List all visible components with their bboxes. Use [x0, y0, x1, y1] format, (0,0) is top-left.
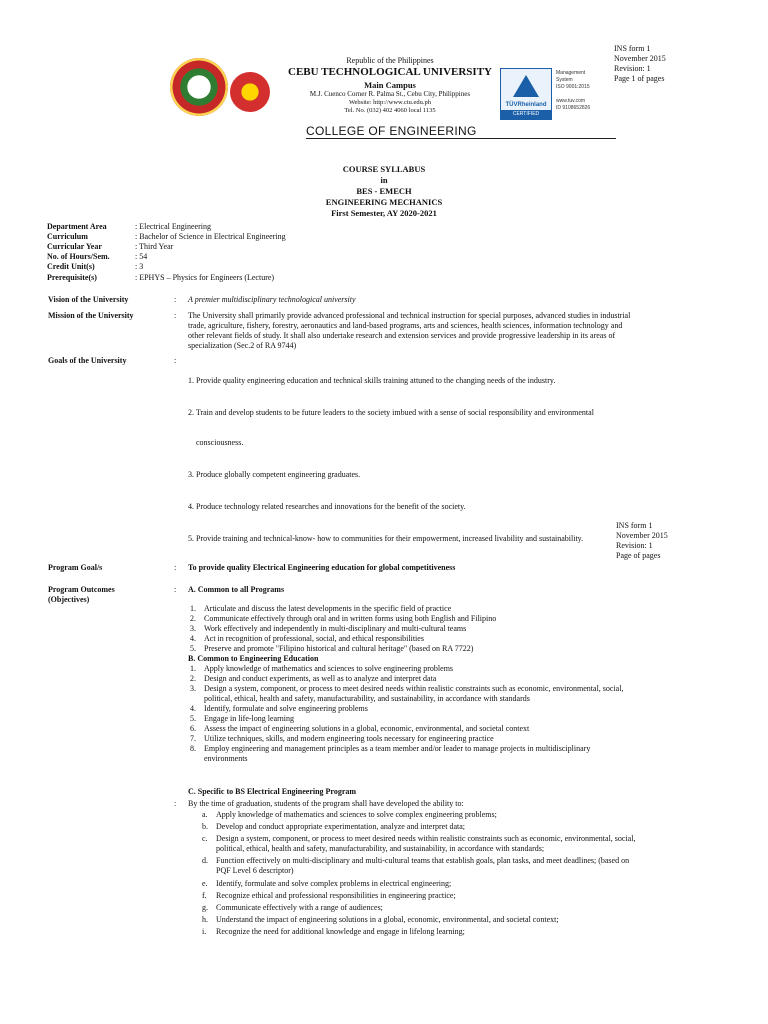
- list-item: [190, 744, 720, 754]
- item-text: Employ engineering and management principles as a team member and/or leader to manage projects in multidisciplinary: [204, 744, 591, 753]
- section-c-intro: By the time of graduation, students of the program shall have developed the ability to:: [188, 799, 464, 808]
- syllabus-in: in: [380, 175, 388, 185]
- list-item: [190, 724, 720, 734]
- item-text: Identify, formulate and solve complex problems in electrical engineering;: [216, 879, 452, 888]
- section-c-heading: C. Specific to BS Electrical Engineering Program: [188, 787, 357, 796]
- item-text: PQF Level 6 descriptor): [216, 866, 294, 875]
- tuv-line: Management: [556, 70, 586, 76]
- list-item: [190, 604, 720, 614]
- colon: :: [174, 356, 177, 365]
- item-number: 3.: [190, 684, 196, 693]
- goal-item: 1. Provide quality engineering education and technical skills training attuned to the changing needs of the industry.: [188, 376, 556, 385]
- tuv-line: [556, 91, 602, 98]
- item-number: 2.: [190, 674, 196, 683]
- item-letter: a.: [202, 810, 208, 819]
- info-value: : Bachelor of Science in Electrical Engineering: [135, 232, 286, 241]
- item-number: 1.: [190, 604, 196, 613]
- republic-line: Republic of the Philippines: [346, 56, 434, 65]
- ctu-seal-logo: [170, 58, 228, 116]
- tuv-line: System: [556, 77, 573, 83]
- item-text: political, ethical, health and safety, manufacturability, and sustainability, in accordance with standards;: [216, 844, 545, 853]
- item-text: Design a system, component, or process to meet desired needs within realistic constraints such as economic, environmental, social,: [204, 684, 624, 693]
- item-text: Recognize ethical and professional responsibilities in engineering practice;: [216, 891, 456, 900]
- tuv-triangle-icon: [513, 75, 539, 97]
- form-meta-page-1: [614, 44, 666, 84]
- form-code: INS form 1: [616, 521, 653, 530]
- list-item: [202, 810, 722, 820]
- form-date: November 2015: [616, 531, 668, 540]
- list-item: [190, 634, 720, 644]
- tuv-line: ISO 9001:2015: [556, 84, 590, 90]
- university-address: M.J. Cuenco Corner R. Palma St., Cebu City, Philippines: [309, 90, 471, 98]
- item-text: Apply knowledge of mathematics and sciences to solve complex engineering problems;: [216, 810, 497, 819]
- item-text: Design and conduct experiments, as well as to analyze and interpret data: [204, 674, 437, 683]
- item-number: 8.: [190, 744, 196, 753]
- mission-line: other relevant fields of study. It shall also undertake research and extension services and provide progressive leadership in its areas of: [188, 331, 616, 340]
- university-website: Website: http://www.ctu.edu.ph: [348, 99, 432, 106]
- item-text: Engage in life-long learning: [204, 714, 294, 723]
- program-outcomes-subtitle: (Objectives): [48, 594, 90, 604]
- item-text: Apply knowledge of mathematics and sciences to solve engineering problems: [204, 664, 454, 673]
- info-value: : Electrical Engineering: [135, 222, 211, 231]
- list-item: [190, 624, 720, 634]
- form-page: Page of pages: [616, 551, 661, 560]
- list-item: [190, 754, 720, 764]
- list-item: [190, 704, 720, 714]
- info-label: Curricular Year: [47, 242, 102, 251]
- course-code: BES - EMECH: [356, 186, 412, 196]
- item-text: Design a system, component, or process to meet desired needs within realistic constraints such as economic, environmental, social,: [216, 834, 636, 843]
- list-item: [202, 856, 722, 866]
- vision-text: A premier multidisciplinary technological university: [188, 295, 356, 304]
- list-item: [190, 674, 720, 684]
- campus-name: Main Campus: [364, 80, 416, 90]
- program-outcomes-label: [48, 585, 172, 604]
- list-item: [190, 664, 720, 674]
- form-revision: Revision: 1: [614, 64, 651, 73]
- item-text: Articulate and discuss the latest developments in the specific field of practice: [204, 604, 452, 613]
- section-c-list: [202, 810, 722, 937]
- item-number: 3.: [190, 624, 196, 633]
- item-text: Function effectively on multi-disciplinary and multi-cultural teams that establish goals, plan tasks, and meet deadlines; (based on: [216, 856, 630, 865]
- item-letter: f.: [202, 891, 207, 900]
- list-item: [190, 644, 720, 654]
- item-number: 5.: [190, 644, 196, 653]
- info-label: Curriculum: [47, 232, 88, 241]
- item-text: Work effectively and independently in multi-disciplinary and multi-cultural teams: [204, 624, 467, 633]
- list-item: [190, 684, 720, 694]
- item-text: Assess the impact of engineering solutions in a global, economic, environmental, and societal context: [204, 724, 530, 733]
- list-item: [202, 834, 722, 844]
- list-item: [202, 879, 722, 889]
- list-item: [190, 694, 720, 704]
- goal-item: 5. Provide training and technical-know- how to communities for their empowerment, increased livability and sustainability.: [188, 534, 584, 543]
- form-page: Page 1 of pages: [614, 74, 665, 83]
- university-name: CEBU TECHNOLOGICAL UNIVERSITY: [288, 66, 492, 78]
- form-date: November 2015: [614, 54, 666, 63]
- item-text: Communicate effectively through oral and in written forms using both English and Filipino: [204, 614, 497, 623]
- item-number: 4.: [190, 704, 196, 713]
- list-item: [190, 714, 720, 724]
- tuv-certification-logo: [500, 68, 552, 120]
- info-label: Department Area: [47, 222, 107, 231]
- info-label: Credit Unit(s): [47, 262, 95, 271]
- list-item: [202, 844, 722, 854]
- college-name: COLLEGE OF ENGINEERING: [306, 124, 477, 138]
- asean-logo: [230, 72, 270, 112]
- program-goal-text: To provide quality Electrical Engineering education for global competitiveness: [188, 563, 456, 572]
- list-item: [202, 903, 722, 913]
- item-number: 7.: [190, 734, 196, 743]
- tuv-line: ID 9108652826: [556, 105, 591, 111]
- item-text: Act in recognition of professional, social, and ethical responsibilities: [204, 634, 424, 643]
- item-letter: b.: [202, 822, 208, 831]
- mission-line: trade, agriculture, fishery, forestry, aeronautics and land-based programs, arts and sciences, health sciences, information technology and: [188, 321, 623, 330]
- list-item: [202, 822, 722, 832]
- mission-text: [188, 311, 723, 351]
- university-telephone: Tel. No. (032) 402 4060 local 1135: [344, 107, 436, 114]
- item-text: Identify, formulate and solve engineering problems: [204, 704, 368, 713]
- mission-line: The University shall primarily provide advanced professional and technical instruction for special purposes, advanced studies in industrial: [188, 311, 631, 320]
- item-number: 2.: [190, 614, 196, 623]
- list-item: [190, 614, 720, 624]
- item-letter: c.: [202, 834, 208, 843]
- list-item: [202, 891, 722, 901]
- colon: :: [174, 563, 177, 572]
- form-meta-page-2: [616, 521, 668, 561]
- form-revision: Revision: 1: [616, 541, 653, 550]
- item-number: 5.: [190, 714, 196, 723]
- item-text: Understand the impact of engineering solutions in a global, economic, environmental, and societal context;: [216, 915, 559, 924]
- goal-item: 2. Train and develop students to be future leaders to the society imbued with a sense of social responsibility and environmental: [188, 408, 594, 417]
- item-text: Communicate effectively with a range of audiences;: [216, 903, 383, 912]
- list-item: [202, 927, 722, 937]
- info-value: : 3: [135, 262, 144, 271]
- header-divider: [306, 138, 616, 139]
- goal-item: consciousness.: [188, 438, 244, 447]
- colon: :: [174, 585, 177, 594]
- item-text: Develop and conduct appropriate experimentation, analyze and interpret data;: [216, 822, 466, 831]
- goals-label: Goals of the University: [48, 356, 127, 365]
- goal-item: 4. Produce technology related researches and innovations for the benefit of the society.: [188, 502, 466, 511]
- list-item: [202, 915, 722, 925]
- tuv-certified-label: CERTIFIED: [501, 110, 551, 119]
- info-label: No. of Hours/Sem.: [47, 252, 110, 261]
- info-value: : 54: [135, 252, 148, 261]
- item-number: 4.: [190, 634, 196, 643]
- colon: :: [174, 295, 177, 304]
- section-a-heading: A. Common to all Programs: [188, 585, 285, 594]
- goal-item: 3. Produce globally competent engineering graduates.: [188, 470, 361, 479]
- item-letter: e.: [202, 879, 208, 888]
- section-a-list: [190, 604, 720, 654]
- mission-label: Mission of the University: [48, 311, 134, 320]
- course-title: ENGINEERING MECHANICS: [325, 197, 443, 207]
- mission-line: specialization (Sec.2 of RA 9744): [188, 341, 297, 350]
- tuv-details: [556, 70, 602, 112]
- form-code: INS form 1: [614, 44, 651, 53]
- item-letter: d.: [202, 856, 208, 865]
- program-outcomes-title: Program Outcomes: [48, 585, 115, 594]
- info-label: Prerequisite(s): [47, 273, 97, 282]
- info-value: : Third Year: [135, 242, 174, 251]
- tuv-line: www.tuv.com: [556, 98, 586, 104]
- item-number: 1.: [190, 664, 196, 673]
- program-goal-label: Program Goal/s: [48, 563, 103, 572]
- item-text: Preserve and promote "Filipino historical and cultural heritage" (based on RA 7722): [204, 644, 474, 653]
- item-number: 6.: [190, 724, 196, 733]
- section-b-list: [190, 664, 720, 764]
- item-letter: i.: [202, 927, 207, 936]
- list-item: [202, 866, 722, 876]
- tuv-brand: TÜVRheinland: [505, 101, 547, 108]
- item-text: environments: [204, 754, 248, 763]
- item-letter: h.: [202, 915, 208, 924]
- item-text: political, ethical, health and safety, manufacturability, and sustainability, in accordance with standards: [204, 694, 530, 703]
- colon: :: [174, 799, 177, 808]
- semester: First Semester, AY 2020-2021: [331, 208, 437, 218]
- list-item: [190, 734, 720, 744]
- colon: :: [174, 311, 177, 320]
- section-b-heading: B. Common to Engineering Education: [188, 654, 319, 663]
- item-text: Utilize techniques, skills, and modern engineering tools necessary for engineering practice: [204, 734, 494, 743]
- vision-label: Vision of the University: [48, 295, 129, 304]
- info-value: : EPHYS – Physics for Engineers (Lecture): [135, 273, 275, 282]
- item-text: Recognize the need for additional knowledge and engage in lifelong learning;: [216, 927, 465, 936]
- item-letter: g.: [202, 903, 208, 912]
- syllabus-title: COURSE SYLLABUS: [342, 164, 426, 174]
